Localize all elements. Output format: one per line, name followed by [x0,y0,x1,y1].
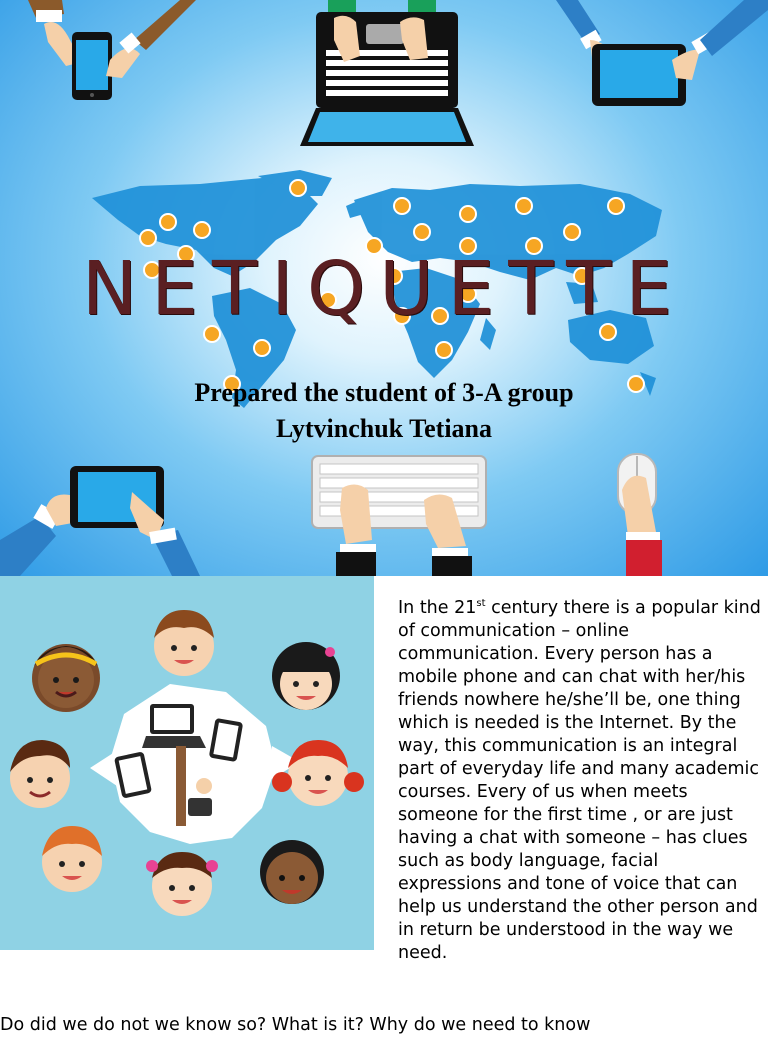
keyboard-icon [312,456,486,576]
child-face-icon [260,840,324,904]
phone-icon [28,0,196,100]
child-face-icon [272,642,340,710]
subtitle-author-name: Lytvinchuk Tetiana [275,414,493,443]
child-face-icon [272,740,364,806]
children-faces-icon [0,576,374,950]
cut-off-text-line: Do did we do not we know so? What is it? Why do we need to know [0,1015,591,1035]
article-lead: In the 21 [398,598,477,618]
child-face-icon [42,826,102,892]
child-face-icon [10,740,70,808]
mouse-icon [618,454,662,576]
page-title: NETIQUETTE [81,246,687,332]
subtitle-author-line: Prepared the student of 3-A group [194,378,574,407]
children-devices-illustration [0,576,374,950]
child-face-icon [32,644,100,712]
laptop-icon [300,0,474,146]
tablet-icon [556,0,768,106]
article-paragraph [398,597,762,965]
article-superscript: st [476,598,486,610]
child-face-icon [154,610,214,676]
child-face-icon [146,852,218,916]
article-body: century there is a popular kind of communication – online communication. Every person has a mobile phone and can chat with her/his friends nowhere he/she’ll be, one thing which is needed is the Internet. By the way, this communication is an integral part of everyday life and many academic courses. Every of us when meets someone for the first time , or are just having a chat with someone – has clues such as body language, facial expressions and tone of voice that can help us understand the other person and in return be understood in the way we need. [398,598,761,963]
tablet-icon [0,466,200,576]
